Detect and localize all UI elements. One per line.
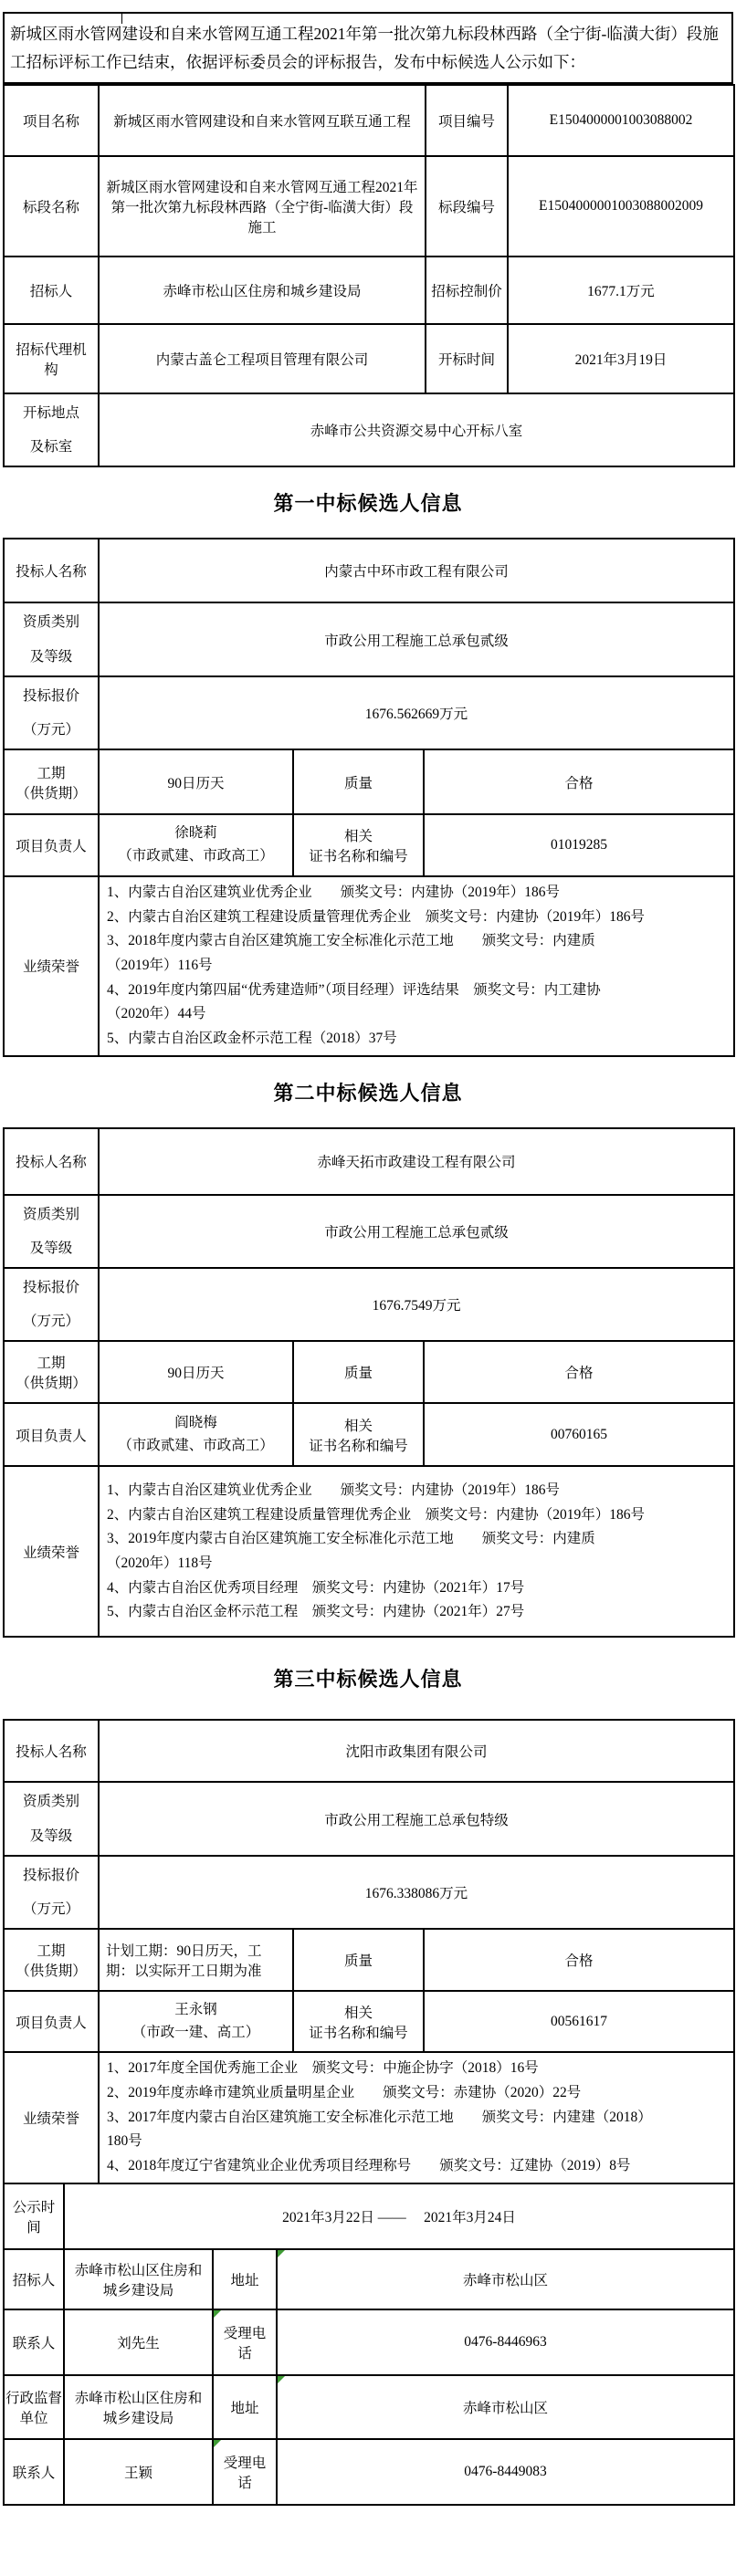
field-label: 业绩荣誉: [4, 2052, 99, 2183]
field-label: 相关 证书名称和编号: [293, 1403, 424, 1466]
field-label: 相关 证书名称和编号: [293, 814, 424, 876]
field-value: E1504000001003088002009: [508, 156, 734, 257]
table-row: [4, 539, 734, 602]
top-cell-divider-remnant: [121, 12, 122, 24]
table-row: [4, 393, 734, 466]
field-label: 受理电话: [213, 2439, 277, 2505]
field-value: 赤峰市松山区住房和城乡建设局: [64, 2249, 213, 2309]
field-value: 新城区雨水管网建设和自来水管网互通工程2021年第一批次第九标段林西路（全宁街-临潢大街）段施工: [99, 156, 426, 257]
bid-price: 1676.562669万元: [99, 676, 734, 749]
cert-no: 01019285: [424, 814, 734, 876]
field-label: 行政监督单位: [4, 2375, 64, 2439]
field-value: 赤峰市松山区: [277, 2249, 734, 2309]
bidder-name: 内蒙古中环市政工程有限公司: [99, 539, 734, 602]
field-label: 项目负责人: [4, 1991, 99, 2052]
table-row: [4, 876, 734, 1056]
table-row: [4, 2309, 734, 2375]
section-title-first-candidate: 第一中标候选人信息: [273, 492, 463, 516]
field-value: 赤峰市松山区: [277, 2375, 734, 2439]
field-label: 联系人: [4, 2439, 64, 2505]
table-row: [4, 1403, 734, 1466]
table-row: [4, 1929, 734, 1991]
quality: 合格: [424, 749, 734, 814]
contact-table: [3, 2183, 735, 2506]
field-label: 地址: [213, 2375, 277, 2439]
field-value: 1677.1万元: [508, 257, 734, 324]
excel-error-marker-icon: [214, 2310, 221, 2318]
table-row: [4, 2439, 734, 2505]
table-row: [4, 1856, 734, 1929]
table-row: [4, 1466, 734, 1637]
field-label: 投标人名称: [4, 1128, 99, 1195]
field-label: 项目名称: [4, 85, 99, 156]
field-label: 业绩荣誉: [4, 1466, 99, 1637]
field-value: 刘先生: [64, 2309, 213, 2375]
field-value: 赤峰市松山区住房和城乡建设局: [64, 2375, 213, 2439]
field-label: 资质类别 及等级: [4, 1195, 99, 1268]
qualification: 市政公用工程施工总承包特级: [99, 1782, 734, 1855]
table-row: [4, 2249, 734, 2309]
bid-price: 1676.338086万元: [99, 1856, 734, 1929]
table-row: [4, 324, 734, 393]
field-label: 投标报价 （万元）: [4, 1268, 99, 1341]
field-label: 工期 （供货期）: [4, 1929, 99, 1991]
field-label: 受理电话: [213, 2309, 277, 2375]
honors: 1、内蒙古自治区建筑业优秀企业 颁奖文号：内建协（2019年）186号 2、内蒙古自治区建筑工程建设质量管理优秀企业 颁奖文号：内建协（2019年）186号 3、2019年度内蒙古自治区建筑施工安全标准化示范工地 颁奖文号：内建质 （2020年）118号 4、内蒙古自治区优秀项目经理 颁奖文号：内建协（2021年）17号 5、内蒙古自治区金杯示范工程 颁奖文号：内建协（2021年）27号: [99, 1466, 734, 1637]
field-value: E1504000001003088002: [508, 85, 734, 156]
table-row: [4, 602, 734, 675]
field-label: 项目负责人: [4, 1403, 99, 1466]
section-title-second-candidate: 第二中标候选人信息: [273, 1081, 463, 1105]
field-label: 投标人名称: [4, 539, 99, 602]
field-label: 资质类别 及等级: [4, 602, 99, 675]
field-label: 项目负责人: [4, 814, 99, 876]
table-row: [4, 676, 734, 749]
table-row: [4, 1268, 734, 1341]
manager: 徐晓莉 （市政贰建、市政高工）: [99, 814, 293, 876]
excel-error-marker-icon: [214, 2440, 221, 2447]
field-label: 标段名称: [4, 156, 99, 257]
bidder-name: 沈阳市政集团有限公司: [99, 1720, 734, 1782]
field-label: 联系人: [4, 2309, 64, 2375]
candidate3-table: [3, 1719, 735, 2183]
table-row: [4, 2375, 734, 2439]
table-row: [4, 814, 734, 876]
bidder-name: 赤峰天拓市政建设工程有限公司: [99, 1128, 734, 1195]
cert-no: 00760165: [424, 1403, 734, 1466]
field-label: 质量: [293, 749, 424, 814]
table-row: [4, 1782, 734, 1855]
field-label: 公示时间: [4, 2183, 64, 2249]
quality: 合格: [424, 1929, 734, 1991]
field-label: 投标报价 （万元）: [4, 676, 99, 749]
table-row: [4, 1720, 734, 1782]
qualification: 市政公用工程施工总承包贰级: [99, 602, 734, 675]
intro-paragraph: 新城区雨水管网建设和自来水管网互通工程2021年第一批次第九标段林西路（全宁街-临潢大街）段施工招标评标工作已结束，依据评标委员会的评标报告，发布中标候选人公示如下：: [3, 12, 733, 84]
manager: 阎晓梅 （市政贰建、市政高工）: [99, 1403, 293, 1466]
field-label: 招标代理机构: [4, 324, 99, 393]
field-value: 王颖: [64, 2439, 213, 2505]
project-info-table: [3, 84, 735, 467]
candidate1-table: [3, 538, 735, 1056]
field-value: 新城区雨水管网建设和自来水管网互联互通工程: [99, 85, 426, 156]
field-label: 招标控制价: [426, 257, 508, 324]
field-label: 项目编号: [426, 85, 508, 156]
quality: 合格: [424, 1341, 734, 1403]
field-label: 资质类别 及等级: [4, 1782, 99, 1855]
field-label: 相关 证书名称和编号: [293, 1991, 424, 2052]
table-row: [4, 749, 734, 814]
table-row: [4, 1991, 734, 2052]
cert-no: 00561617: [424, 1991, 734, 2052]
publicity-period: 2021年3月22日 —— 2021年3月24日: [64, 2183, 734, 2249]
table-row: [4, 156, 734, 257]
field-label: 招标人: [4, 2249, 64, 2309]
honors: 1、2017年度全国优秀施工企业 颁奖文号：中施企协字（2018）16号 2、2019年度赤峰市建筑业质量明星企业 颁奖文号：赤建协（2020）22号 3、2017年度内蒙古自治区建筑施工安全标准化示范工地 颁奖文号：内建建（2018） 180号 4、2018年度辽宁省建筑业企业优秀项目经理称号 颁奖文号：辽建协（2019）8号: [99, 2052, 734, 2183]
table-row: [4, 2183, 734, 2249]
field-label: 开标地点 及标室: [4, 393, 99, 466]
qualification: 市政公用工程施工总承包贰级: [99, 1195, 734, 1268]
excel-error-marker-icon: [278, 2250, 285, 2257]
section-title-third-candidate: 第三中标候选人信息: [273, 1668, 463, 1691]
table-row: [4, 85, 734, 156]
field-label: 质量: [293, 1341, 424, 1403]
table-row: [4, 2052, 734, 2183]
duration: 90日历天: [99, 749, 293, 814]
field-value: 内蒙古盖仑工程项目管理有限公司: [99, 324, 426, 393]
field-label: 招标人: [4, 257, 99, 324]
top-border-remnant: [3, 12, 733, 13]
field-value: 0476-8446963: [277, 2309, 734, 2375]
field-label: 投标报价 （万元）: [4, 1856, 99, 1929]
table-row: [4, 257, 734, 324]
field-value: 0476-8449083: [277, 2439, 734, 2505]
field-label: 业绩荣誉: [4, 876, 99, 1056]
honors: 1、内蒙古自治区建筑业优秀企业 颁奖文号：内建协（2019年）186号 2、内蒙古自治区建筑工程建设质量管理优秀企业 颁奖文号：内建协（2019年）186号 3、2018年度内蒙古自治区建筑施工安全标准化示范工地 颁奖文号：内建质 （2019年）116号 4、2019年度内第四届“优秀建造师”（项目经理）评选结果 颁奖文号：内工建协 （2020年）44号 5、内蒙古自治区政金杯示范工程（2018）37号: [99, 876, 734, 1056]
excel-error-marker-icon: [278, 2376, 285, 2383]
field-value: 赤峰市松山区住房和城乡建设局: [99, 257, 426, 324]
manager: 王永钢 （市政一建、高工）: [99, 1991, 293, 2052]
duration: 90日历天: [99, 1341, 293, 1403]
duration: 计划工期：90日历天，工期：以实际开工日期为准: [99, 1929, 293, 1991]
field-label: 投标人名称: [4, 1720, 99, 1782]
candidate2-table: [3, 1127, 735, 1639]
field-value: 赤峰市公共资源交易中心开标八室: [99, 393, 734, 466]
table-row: [4, 1195, 734, 1268]
field-label: 工期 （供货期）: [4, 749, 99, 814]
table-row: [4, 1128, 734, 1195]
field-label: 地址: [213, 2249, 277, 2309]
field-label: 开标时间: [426, 324, 508, 393]
bid-price: 1676.7549万元: [99, 1268, 734, 1341]
table-row: [4, 1341, 734, 1403]
announcement-page: [3, 12, 733, 2506]
field-label: 标段编号: [426, 156, 508, 257]
field-label: 质量: [293, 1929, 424, 1991]
field-label: 工期 （供货期）: [4, 1341, 99, 1403]
field-value: 2021年3月19日: [508, 324, 734, 393]
